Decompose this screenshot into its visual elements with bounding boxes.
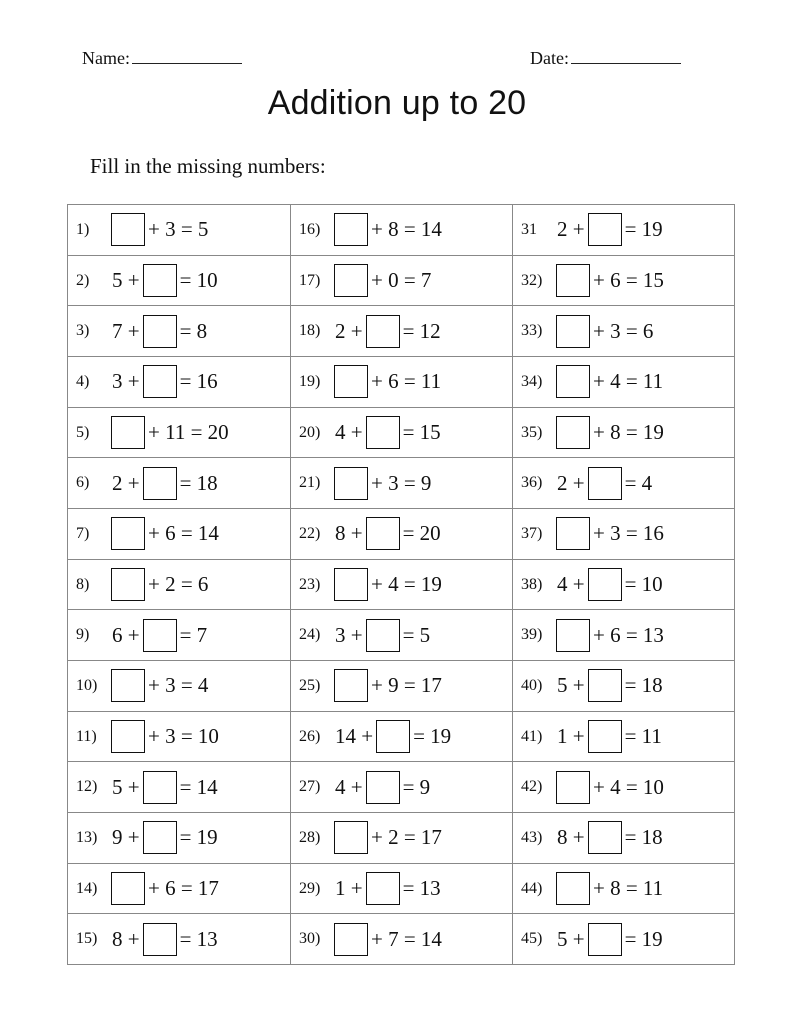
equation-right-term: + 4 = 10	[593, 774, 664, 799]
problem-cell	[512, 863, 735, 914]
problem-grid	[67, 204, 735, 965]
problem-number: 2)	[76, 271, 90, 289]
problem-number: 29)	[299, 879, 321, 897]
date-label: Date:	[530, 48, 569, 68]
problem-number: 28)	[299, 828, 321, 846]
equation	[555, 517, 666, 550]
equation-right-term: + 8 = 14	[371, 217, 442, 242]
problem-number: 18)	[299, 322, 321, 340]
answer-box[interactable]	[334, 923, 368, 956]
equation	[555, 213, 665, 246]
equation-right-term: + 6 = 17	[148, 876, 219, 901]
equation-right-term: = 13	[179, 926, 218, 951]
equation-right-term: + 2 = 17	[371, 825, 442, 850]
equation-right-term: = 14	[179, 774, 218, 799]
problem-number: 37)	[521, 524, 543, 542]
equation	[555, 923, 665, 956]
problem-cell	[512, 305, 735, 356]
equation-left-term: 5 +	[112, 268, 140, 292]
problem-cell	[512, 913, 735, 964]
name-blank-line[interactable]	[132, 47, 242, 64]
problem-cell	[512, 660, 735, 711]
equation	[333, 771, 432, 804]
equation-left-term: 2 +	[335, 318, 363, 343]
equation	[333, 821, 444, 854]
answer-box[interactable]	[588, 923, 622, 956]
problem-cell	[290, 609, 512, 660]
problem-cell	[512, 255, 735, 306]
problem-number: 23)	[299, 575, 321, 593]
equation-right-term: + 3 = 5	[148, 217, 209, 242]
equation-right-term: + 8 = 11	[593, 876, 664, 901]
problem-cell	[512, 609, 735, 660]
equation	[110, 315, 209, 348]
equation-right-term: + 3 = 4	[148, 673, 209, 698]
equation-left-term: 8 +	[557, 825, 585, 850]
equation	[110, 872, 221, 905]
problem-number: 17)	[299, 271, 321, 289]
problem-column	[67, 204, 290, 964]
problem-number: 5)	[76, 423, 90, 441]
problem-number: 15)	[76, 930, 98, 948]
equation-right-term: + 3 = 6	[593, 318, 654, 343]
equation-right-term: = 12	[402, 318, 441, 343]
equation-right-term: + 3 = 10	[148, 724, 219, 749]
answer-box[interactable]	[111, 568, 145, 601]
equation	[333, 365, 443, 398]
problem-cell	[290, 660, 512, 711]
problem-number: 27)	[299, 778, 321, 796]
equation-left-term: 2 +	[112, 470, 140, 495]
problem-cell	[67, 457, 290, 508]
equation-right-term: = 18	[624, 825, 663, 850]
equation	[110, 517, 221, 550]
equation-right-term: + 4 = 19	[371, 572, 442, 597]
problem-cell	[67, 913, 290, 964]
name-field	[82, 47, 242, 69]
name-label: Name:	[82, 48, 130, 68]
problem-number: 10)	[76, 676, 98, 694]
problem-cell	[290, 761, 512, 812]
equation	[333, 264, 433, 297]
problem-number: 26)	[299, 727, 321, 745]
equation-right-term: = 8	[179, 318, 208, 343]
problem-cell	[290, 711, 512, 762]
answer-box[interactable]	[143, 365, 177, 398]
equation	[333, 517, 443, 550]
problem-number: 34)	[521, 372, 543, 390]
equation	[555, 365, 665, 398]
problem-number: 12)	[76, 778, 98, 796]
equation	[333, 619, 432, 652]
equation	[333, 315, 443, 348]
answer-box[interactable]	[588, 821, 622, 854]
problem-cell	[512, 559, 735, 610]
equation	[110, 771, 220, 804]
problem-number: 33)	[521, 322, 543, 340]
answer-box[interactable]	[556, 619, 590, 652]
equation-left-term: 4 +	[557, 572, 585, 597]
equation	[110, 264, 220, 297]
equation-right-term: = 10	[624, 572, 663, 597]
date-blank-line[interactable]	[571, 47, 681, 64]
equation-left-term: 1 +	[335, 876, 363, 901]
equation-left-term: 5 +	[557, 673, 585, 698]
problem-column	[512, 204, 735, 964]
problem-cell	[290, 356, 512, 407]
answer-box[interactable]	[143, 923, 177, 956]
equation-right-term: = 20	[402, 521, 441, 546]
problem-number: 1)	[76, 220, 90, 238]
equation-right-term: = 19	[179, 825, 218, 850]
problem-number: 25)	[299, 676, 321, 694]
equation-right-term: = 7	[179, 622, 208, 647]
equation	[110, 568, 210, 601]
problem-cell	[512, 761, 735, 812]
answer-box[interactable]	[588, 213, 622, 246]
problem-cell	[67, 660, 290, 711]
problem-cell	[67, 204, 290, 255]
problem-number: 39)	[521, 626, 543, 644]
answer-box[interactable]	[366, 771, 400, 804]
problem-cell	[67, 761, 290, 812]
problem-cell	[67, 559, 290, 610]
problem-cell	[67, 711, 290, 762]
answer-box[interactable]	[588, 720, 622, 753]
answer-box[interactable]	[556, 264, 590, 297]
problem-cell	[290, 508, 512, 559]
answer-box[interactable]	[111, 416, 145, 449]
equation-right-term: + 6 = 15	[593, 268, 664, 292]
equation-right-term: = 19	[413, 724, 452, 749]
problem-cell	[512, 204, 735, 255]
equation	[110, 365, 220, 398]
equation	[333, 923, 444, 956]
answer-box[interactable]	[111, 872, 145, 905]
problem-number: 41)	[521, 727, 543, 745]
problem-number: 6)	[76, 474, 90, 492]
answer-box[interactable]	[588, 467, 622, 500]
equation-right-term: + 6 = 13	[593, 622, 664, 647]
problem-number: 44)	[521, 879, 543, 897]
answer-box[interactable]	[556, 365, 590, 398]
equation	[333, 872, 443, 905]
equation-left-term: 6 +	[112, 622, 140, 647]
equation-left-term: 8 +	[335, 521, 363, 546]
problem-cell	[67, 356, 290, 407]
answer-box[interactable]	[556, 872, 590, 905]
equation	[333, 720, 453, 753]
equation-right-term: = 10	[179, 268, 218, 292]
problem-number: 35)	[521, 423, 543, 441]
answer-box[interactable]	[143, 619, 177, 652]
answer-box[interactable]	[111, 517, 145, 550]
equation-right-term: = 19	[624, 926, 663, 951]
equation-left-term: 3 +	[112, 369, 140, 394]
problem-cell	[512, 407, 735, 458]
problem-cell	[290, 863, 512, 914]
problem-number: 31	[521, 220, 537, 238]
answer-box[interactable]	[111, 669, 145, 702]
problem-cell	[290, 305, 512, 356]
answer-box[interactable]	[334, 821, 368, 854]
problem-cell	[512, 812, 735, 863]
answer-box[interactable]	[588, 568, 622, 601]
equation	[555, 264, 666, 297]
equation-right-term: + 4 = 11	[593, 369, 664, 394]
problem-column	[290, 204, 512, 964]
equation	[333, 416, 443, 449]
equation-left-term: 4 +	[335, 420, 363, 445]
page-title: Addition up to 20	[267, 84, 527, 122]
equation-right-term: + 6 = 11	[371, 369, 442, 394]
answer-box[interactable]	[111, 213, 145, 246]
problem-cell	[67, 609, 290, 660]
problem-number: 24)	[299, 626, 321, 644]
equation	[110, 467, 220, 500]
equation-left-term: 7 +	[112, 318, 140, 343]
equation	[110, 213, 210, 246]
problem-cell	[290, 559, 512, 610]
problem-number: 22)	[299, 524, 321, 542]
problem-cell	[67, 863, 290, 914]
answer-box[interactable]	[366, 872, 400, 905]
equation-right-term: = 18	[624, 673, 663, 698]
equation-right-term: = 9	[402, 774, 431, 799]
problem-number: 9)	[76, 626, 90, 644]
equation-left-term: 1 +	[557, 724, 585, 749]
answer-box[interactable]	[334, 669, 368, 702]
answer-box[interactable]	[334, 213, 368, 246]
equation	[555, 720, 664, 753]
answer-box[interactable]	[366, 315, 400, 348]
equation	[333, 669, 444, 702]
equation-left-term: 14 +	[335, 724, 374, 749]
equation	[555, 771, 666, 804]
equation-left-term: 2 +	[557, 217, 585, 242]
equation	[555, 467, 654, 500]
equation-right-term: + 6 = 14	[148, 521, 219, 546]
problem-number: 20)	[299, 423, 321, 441]
equation-right-term: + 0 = 7	[371, 268, 432, 292]
equation-left-term: 3 +	[335, 622, 363, 647]
problem-number: 30)	[299, 930, 321, 948]
answer-box[interactable]	[143, 821, 177, 854]
answer-box[interactable]	[143, 264, 177, 297]
answer-box[interactable]	[556, 416, 590, 449]
answer-box[interactable]	[143, 771, 177, 804]
problem-cell	[290, 457, 512, 508]
problem-cell	[290, 407, 512, 458]
answer-box[interactable]	[334, 568, 368, 601]
equation-right-term: + 3 = 16	[593, 521, 664, 546]
equation	[333, 213, 444, 246]
answer-box[interactable]	[366, 517, 400, 550]
problem-number: 8)	[76, 575, 90, 593]
problem-number: 11)	[76, 727, 97, 745]
equation-left-term: 4 +	[335, 774, 363, 799]
problem-number: 13)	[76, 828, 98, 846]
answer-box[interactable]	[556, 771, 590, 804]
problem-number: 19)	[299, 372, 321, 390]
problem-number: 3)	[76, 322, 90, 340]
equation-right-term: = 16	[179, 369, 218, 394]
answer-box[interactable]	[143, 467, 177, 500]
equation-right-term: + 11 = 20	[148, 420, 229, 445]
problem-number: 40)	[521, 676, 543, 694]
problem-cell	[290, 812, 512, 863]
problem-cell	[67, 407, 290, 458]
equation-left-term: 9 +	[112, 825, 140, 850]
equation-right-term: = 19	[624, 217, 663, 242]
answer-box[interactable]	[366, 416, 400, 449]
problem-number: 16)	[299, 220, 321, 238]
equation-right-term: = 15	[402, 420, 441, 445]
equation-right-term: = 4	[624, 470, 653, 495]
equation-left-term: 2 +	[557, 470, 585, 495]
answer-box[interactable]	[334, 467, 368, 500]
problem-cell	[290, 255, 512, 306]
problem-cell	[512, 711, 735, 762]
equation	[333, 568, 444, 601]
answer-box[interactable]	[556, 517, 590, 550]
equation	[110, 923, 220, 956]
problem-cell	[290, 913, 512, 964]
equation-right-term: + 2 = 6	[148, 572, 209, 597]
equation-left-term: 5 +	[112, 774, 140, 799]
problem-number: 38)	[521, 575, 543, 593]
answer-box[interactable]	[556, 315, 590, 348]
answer-box[interactable]	[143, 315, 177, 348]
equation-right-term: = 13	[402, 876, 441, 901]
equation	[555, 568, 665, 601]
problem-number: 36)	[521, 474, 543, 492]
equation-right-term: + 9 = 17	[371, 673, 442, 698]
problem-cell	[512, 356, 735, 407]
problem-number: 45)	[521, 930, 543, 948]
date-field	[530, 47, 681, 69]
problem-number: 14)	[76, 879, 98, 897]
equation-left-term: 5 +	[557, 926, 585, 951]
equation	[555, 315, 655, 348]
answer-box[interactable]	[334, 264, 368, 297]
problem-number: 4)	[76, 372, 90, 390]
instructions: Fill in the missing numbers:	[90, 154, 326, 178]
equation-right-term: + 3 = 9	[371, 470, 432, 495]
equation	[555, 416, 666, 449]
problem-number: 32)	[521, 271, 543, 289]
equation-right-term: = 5	[402, 622, 431, 647]
equation	[555, 821, 665, 854]
equation-right-term: + 7 = 14	[371, 926, 442, 951]
problem-number: 7)	[76, 524, 90, 542]
equation	[110, 619, 209, 652]
equation	[555, 619, 666, 652]
problem-number: 42)	[521, 778, 543, 796]
equation	[110, 416, 231, 449]
equation-left-term: 8 +	[112, 926, 140, 951]
answer-box[interactable]	[334, 365, 368, 398]
problem-cell	[67, 812, 290, 863]
problem-cell	[67, 255, 290, 306]
equation	[333, 467, 433, 500]
answer-box[interactable]	[366, 619, 400, 652]
equation	[110, 720, 221, 753]
answer-box[interactable]	[111, 720, 145, 753]
problem-cell	[67, 508, 290, 559]
problem-cell	[512, 457, 735, 508]
equation	[555, 669, 665, 702]
equation	[555, 872, 665, 905]
equation	[110, 821, 220, 854]
problem-number: 43)	[521, 828, 543, 846]
problem-cell	[67, 305, 290, 356]
equation-right-term: = 11	[624, 724, 662, 749]
equation	[110, 669, 210, 702]
answer-box[interactable]	[376, 720, 410, 753]
equation-right-term: = 18	[179, 470, 218, 495]
answer-box[interactable]	[588, 669, 622, 702]
equation-right-term: + 8 = 19	[593, 420, 664, 445]
problem-number: 21)	[299, 474, 321, 492]
problem-cell	[290, 204, 512, 255]
problem-cell	[512, 508, 735, 559]
